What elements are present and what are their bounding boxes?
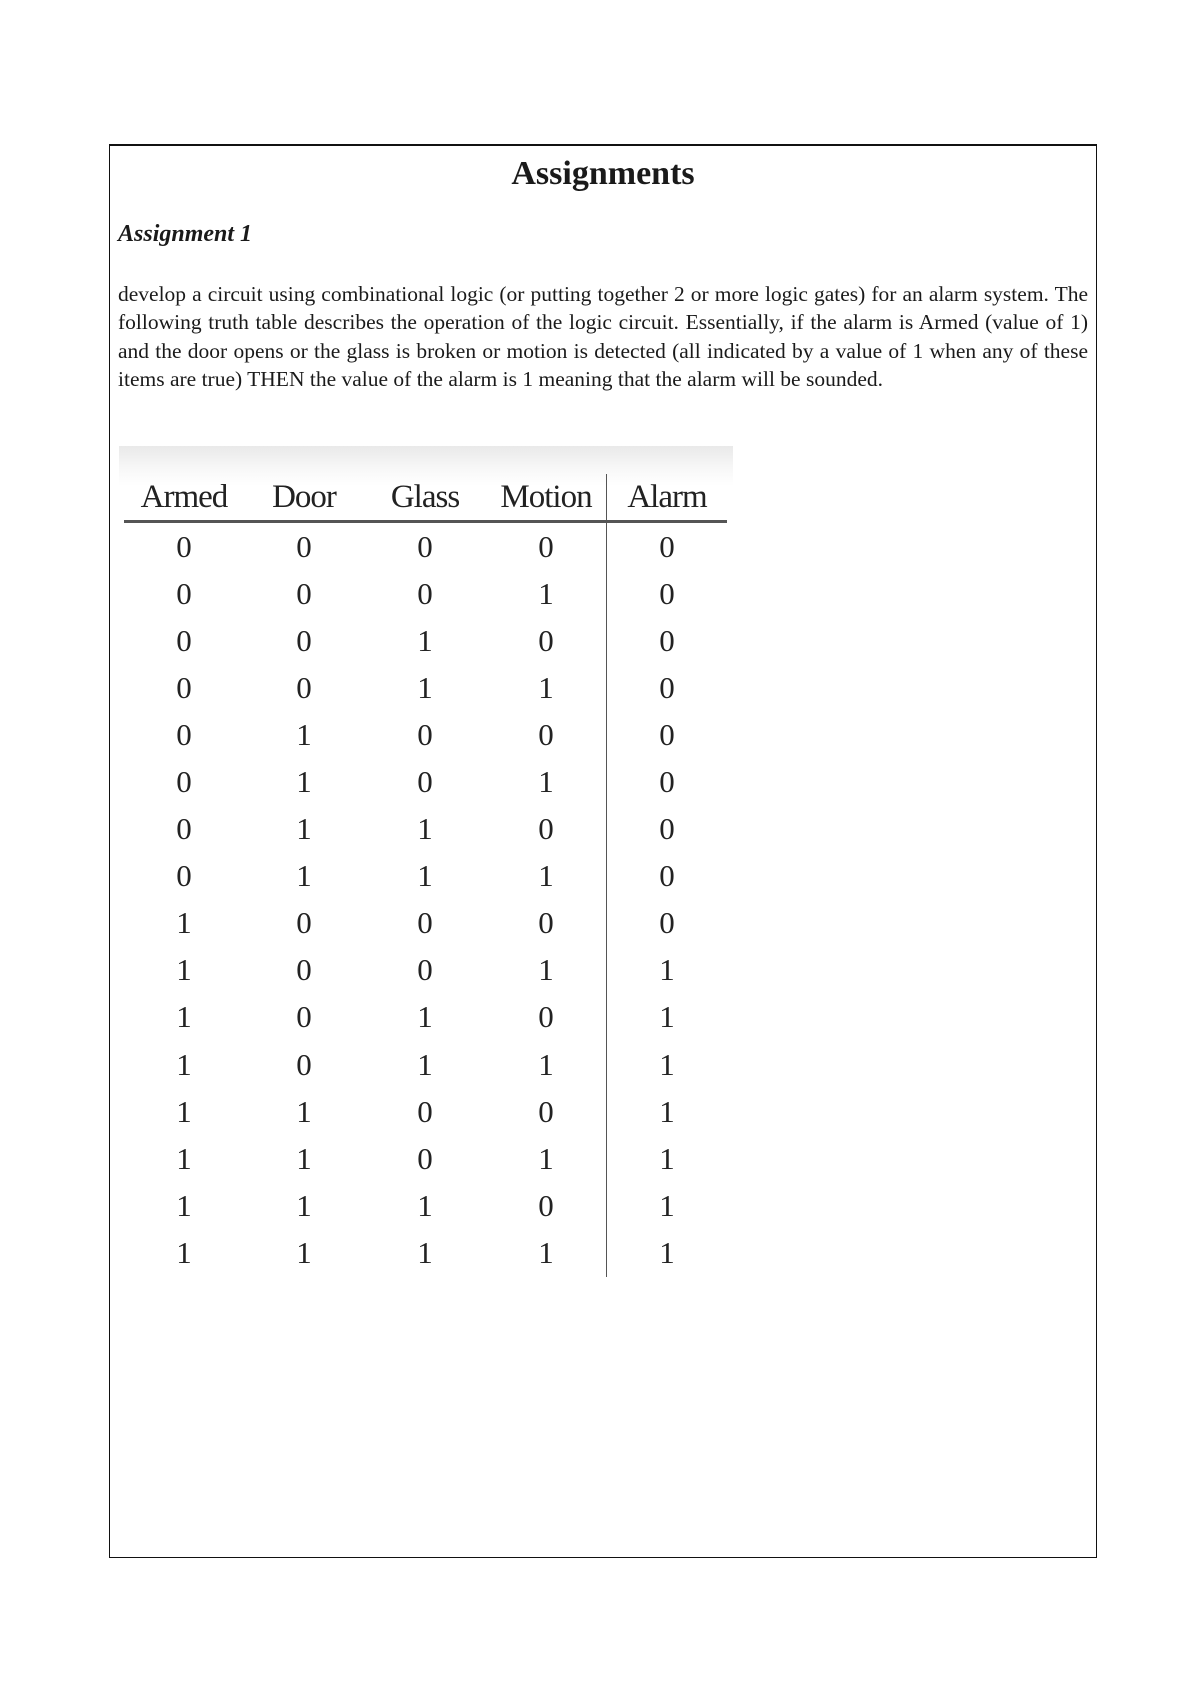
cell-door: 0 xyxy=(296,1046,312,1082)
cell-alarm: 1 xyxy=(607,1182,728,1229)
cell-armed: 0 xyxy=(176,575,192,611)
cell-alarm: 0 xyxy=(607,758,728,805)
truth-table-header-row xyxy=(124,474,727,522)
cell-armed: 0 xyxy=(176,716,192,752)
table-row xyxy=(124,711,727,758)
cell-armed: 0 xyxy=(176,528,192,564)
cell-motion: 1 xyxy=(538,1046,554,1082)
table-row xyxy=(124,806,727,853)
table-row xyxy=(124,664,727,711)
cell-armed: 0 xyxy=(176,811,192,847)
truth-table-body xyxy=(124,522,727,1277)
cell-door: 1 xyxy=(296,1140,312,1176)
cell-glass: 0 xyxy=(417,716,433,752)
cell-armed: 1 xyxy=(176,1140,192,1176)
cell-armed: 1 xyxy=(176,905,192,941)
cell-glass: 1 xyxy=(417,622,433,658)
cell-alarm: 1 xyxy=(607,1229,728,1276)
cell-armed: 1 xyxy=(176,1187,192,1223)
cell-door: 1 xyxy=(296,858,312,894)
cell-motion: 1 xyxy=(538,1140,554,1176)
cell-motion: 0 xyxy=(538,622,554,658)
cell-armed: 1 xyxy=(176,1093,192,1129)
cell-alarm: 0 xyxy=(607,664,728,711)
cell-motion: 1 xyxy=(538,1234,554,1270)
table-row xyxy=(124,1229,727,1276)
cell-door: 1 xyxy=(296,1093,312,1129)
cell-alarm: 1 xyxy=(607,1088,728,1135)
cell-glass: 0 xyxy=(417,952,433,988)
cell-motion: 1 xyxy=(538,858,554,894)
cell-armed: 0 xyxy=(176,622,192,658)
cell-motion: 0 xyxy=(538,1187,554,1223)
cell-glass: 0 xyxy=(417,764,433,800)
cell-alarm: 0 xyxy=(607,522,728,571)
header-alarm: Alarm xyxy=(607,474,728,522)
cell-alarm: 0 xyxy=(607,900,728,947)
cell-alarm: 1 xyxy=(607,994,728,1041)
cell-door: 0 xyxy=(296,905,312,941)
cell-motion: 0 xyxy=(538,999,554,1035)
cell-glass: 0 xyxy=(417,1140,433,1176)
table-row xyxy=(124,947,727,994)
cell-door: 1 xyxy=(296,811,312,847)
table-row xyxy=(124,1135,727,1182)
table-row xyxy=(124,1182,727,1229)
cell-alarm: 0 xyxy=(607,853,728,900)
table-row xyxy=(124,617,727,664)
cell-alarm: 1 xyxy=(607,1041,728,1088)
cell-door: 0 xyxy=(296,575,312,611)
truth-table xyxy=(124,474,727,1277)
cell-armed: 1 xyxy=(176,952,192,988)
page-title: Assignments xyxy=(511,155,695,192)
document-frame xyxy=(109,144,1097,1558)
cell-glass: 0 xyxy=(417,528,433,564)
table-row xyxy=(124,1088,727,1135)
cell-motion: 1 xyxy=(538,669,554,705)
cell-alarm: 0 xyxy=(607,711,728,758)
cell-motion: 0 xyxy=(538,811,554,847)
cell-glass: 0 xyxy=(417,575,433,611)
cell-glass: 0 xyxy=(417,1093,433,1129)
cell-door: 0 xyxy=(296,669,312,705)
cell-motion: 0 xyxy=(538,905,554,941)
table-row xyxy=(124,853,727,900)
table-row xyxy=(124,758,727,805)
cell-armed: 1 xyxy=(176,1234,192,1270)
header-door: Door xyxy=(244,474,364,522)
cell-motion: 0 xyxy=(538,1093,554,1129)
assignment-description: develop a circuit using combinational logic (or putting together 2 or more logic gates) for an alarm system. The following truth table describes the operation of the logic circuit. Essentially, if the alarm is Armed (value of 1) and the door opens or the glass is broken or motion is detected (all indicated by a value of 1 when any of these items are true) THEN the value of the alarm is 1 meaning that the alarm will be sounded. xyxy=(118,282,1088,392)
cell-door: 1 xyxy=(296,716,312,752)
cell-armed: 0 xyxy=(176,858,192,894)
cell-armed: 0 xyxy=(176,764,192,800)
table-row xyxy=(124,570,727,617)
header-motion: Motion xyxy=(486,474,607,522)
cell-door: 0 xyxy=(296,528,312,564)
table-row xyxy=(124,900,727,947)
header-glass: Glass xyxy=(364,474,486,522)
table-row xyxy=(124,1041,727,1088)
table-row xyxy=(124,994,727,1041)
cell-motion: 0 xyxy=(538,528,554,564)
cell-glass: 1 xyxy=(417,1187,433,1223)
table-row xyxy=(124,522,727,571)
truth-table-image xyxy=(119,446,733,1270)
cell-motion: 0 xyxy=(538,716,554,752)
cell-alarm: 0 xyxy=(607,570,728,617)
cell-door: 1 xyxy=(296,764,312,800)
header-armed: Armed xyxy=(124,474,244,522)
assignment-heading: Assignment 1 xyxy=(118,221,253,247)
cell-door: 0 xyxy=(296,952,312,988)
cell-glass: 1 xyxy=(417,1046,433,1082)
cell-glass: 1 xyxy=(417,669,433,705)
cell-armed: 0 xyxy=(176,669,192,705)
cell-alarm: 0 xyxy=(607,806,728,853)
cell-alarm: 1 xyxy=(607,947,728,994)
cell-glass: 1 xyxy=(417,811,433,847)
cell-door: 1 xyxy=(296,1234,312,1270)
cell-door: 0 xyxy=(296,999,312,1035)
cell-glass: 0 xyxy=(417,905,433,941)
cell-alarm: 0 xyxy=(607,617,728,664)
cell-door: 0 xyxy=(296,622,312,658)
cell-door: 1 xyxy=(296,1187,312,1223)
cell-motion: 1 xyxy=(538,952,554,988)
cell-glass: 1 xyxy=(417,858,433,894)
cell-glass: 1 xyxy=(417,999,433,1035)
cell-motion: 1 xyxy=(538,764,554,800)
cell-alarm: 1 xyxy=(607,1135,728,1182)
cell-motion: 1 xyxy=(538,575,554,611)
cell-glass: 1 xyxy=(417,1234,433,1270)
cell-armed: 1 xyxy=(176,1046,192,1082)
cell-armed: 1 xyxy=(176,999,192,1035)
